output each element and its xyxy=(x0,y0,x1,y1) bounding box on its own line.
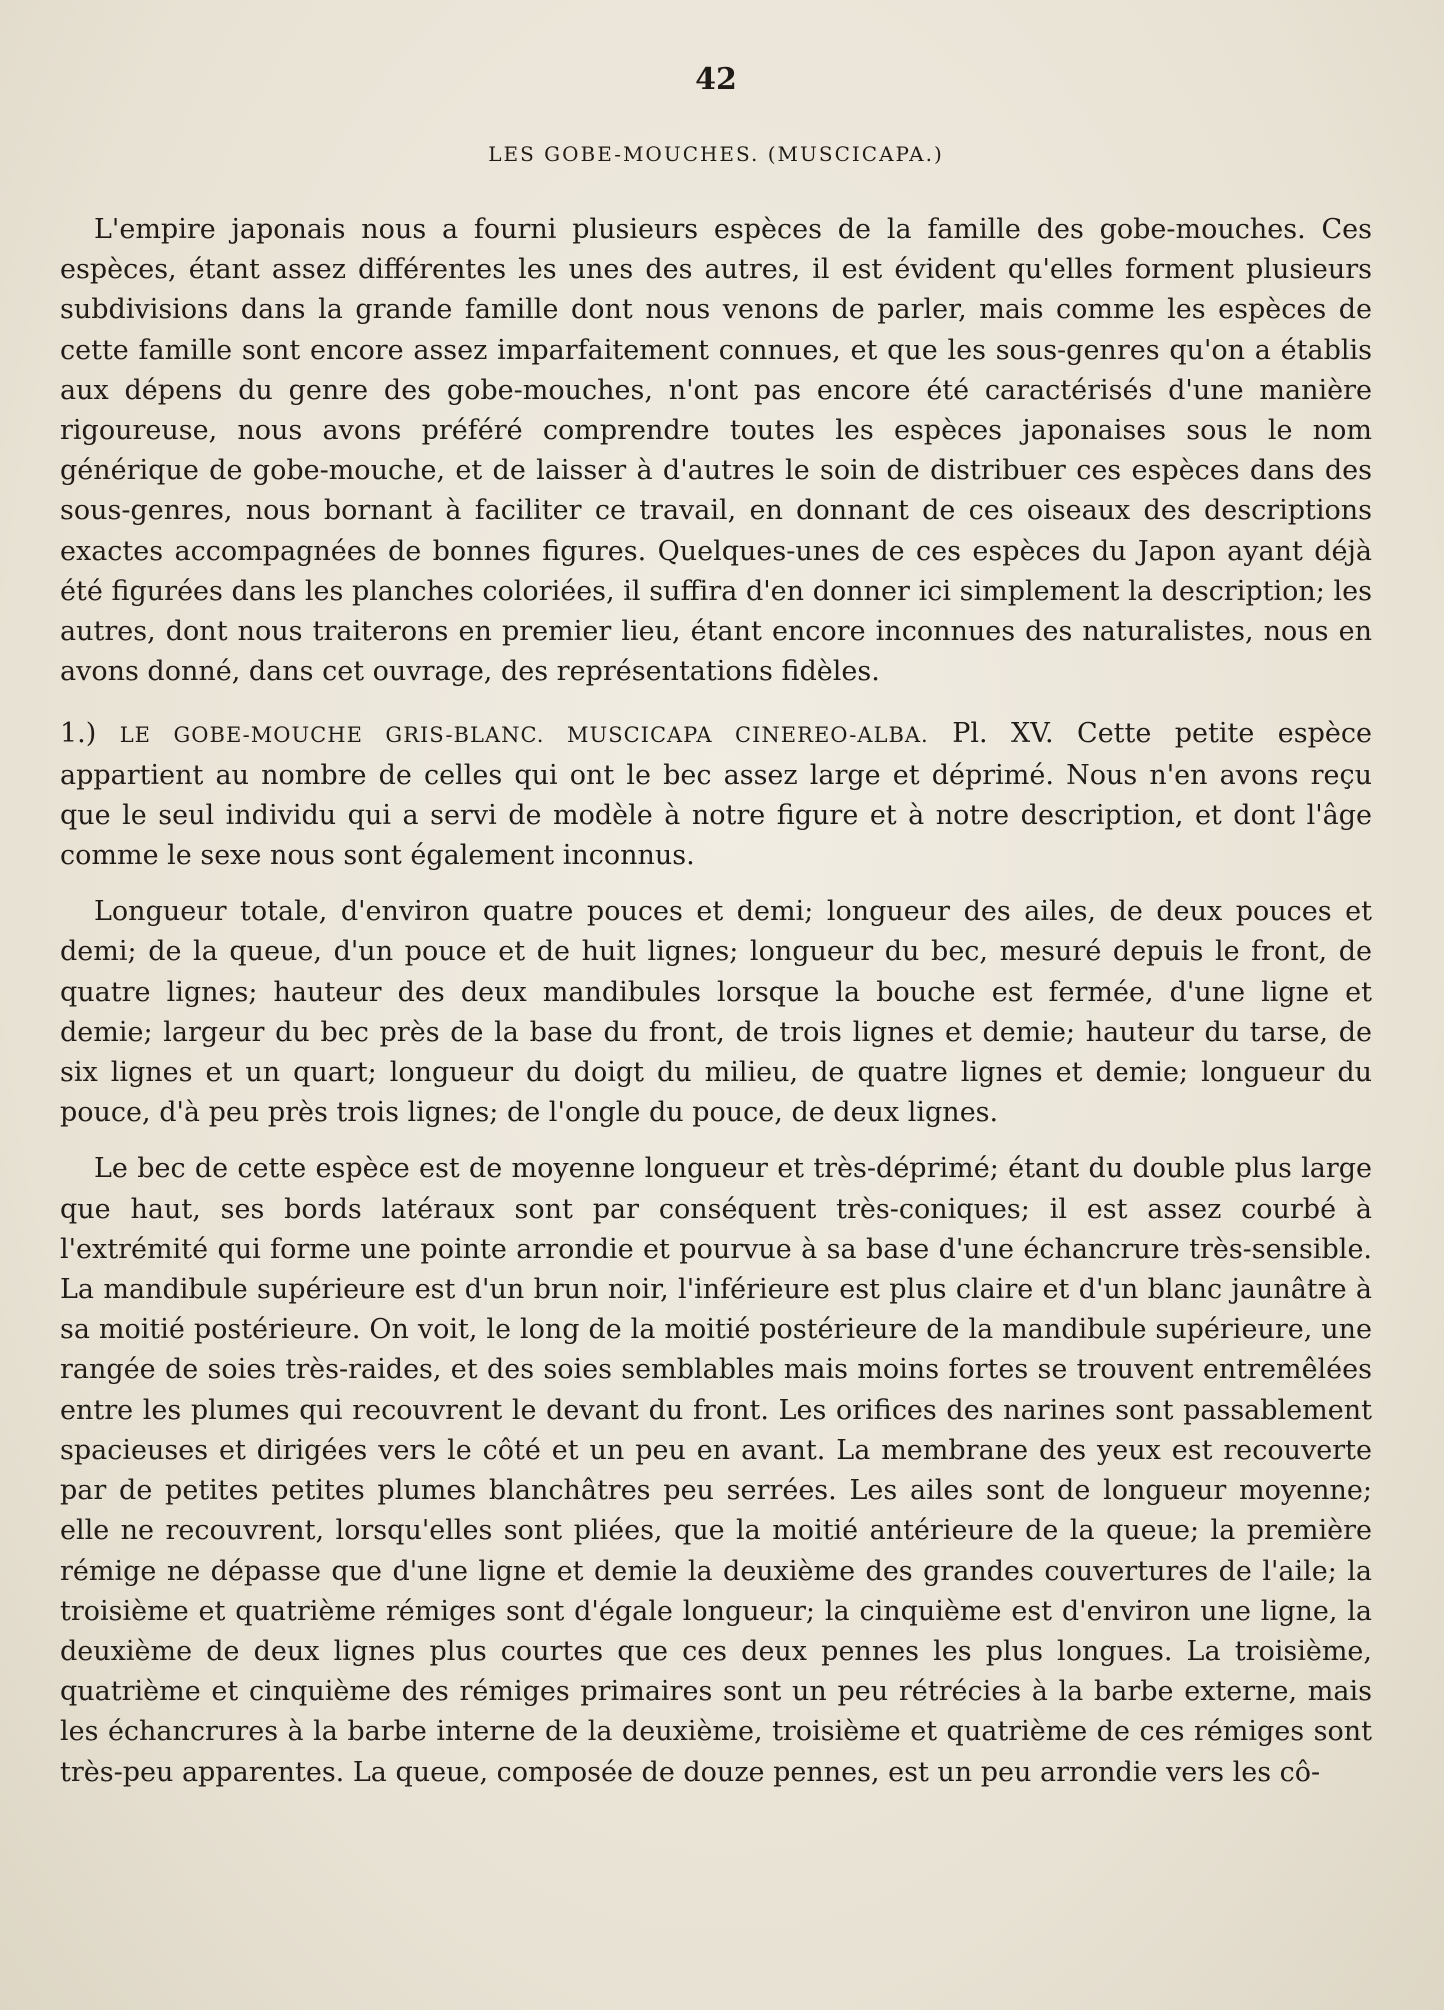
entry-text: Cette petite espèce appartient au nombre de celles qui ont le bec assez large et déprimé. Nous n'en avons reçu que le seul individu qui a servi de modèle à notre figure et à notre description, et dont l'âge comme le sexe nous sont également inconnus. xyxy=(60,718,1372,872)
intro-paragraph: L'empire japonais nous a fourni plusieurs espèces de la famille des gobe-mouches. Ces espèces, étant assez différentes les unes des autres, il est évident qu'elles forment plusieurs subdivisions dans la grande famille dont nous venons de parler, mais comme les espèces de cette famille sont encore assez imparfaitement connues, et que les sous-genres qu'on a établis aux dépens du genre des gobe-mouches, n'ont pas encore été caractérisés d'une manière rigoureuse, nous avons préféré comprendre toutes les espèces japonaises sous le nom générique de gobe-mouche, et de laisser à d'autres le soin de distribuer ces espèces dans des sous-genres, nous bornant à faciliter ce travail, en donnant de ces oiseaux des descriptions exactes accompagnées de bonnes figures. Quelques-unes de ces espèces du Japon ayant déjà été figurées dans les planches coloriées, il suffira d'en donner ici simplement la description; les autres, dont nous traiterons en premier lieu, étant encore inconnues des naturalistes, nous en avons donné, dans cet ouvrage, des représentations fidèles. xyxy=(60,214,1372,688)
page-body xyxy=(60,210,1372,1809)
entry-number: 1.) xyxy=(60,718,97,750)
measurements-paragraph: Longueur totale, d'environ quatre pouces et demi; longueur des ailes, de deux pouces et demi; de la queue, d'un pouce et de huit lignes; longueur du bec, mesuré depuis le front, de quatre lignes; hauteur des deux mandibules lorsque la bouche est fermée, d'une ligne et demie; largeur du bec près de la base du front, de trois lignes et demie; hauteur du tarse, de six lignes et un quart; longueur du doigt du milieu, de quatre lignes et demie; longueur du pouce, d'à peu près trois lignes; de l'ongle du pouce, de deux lignes. xyxy=(60,896,1372,1129)
entry-species-name: LE GOBE-MOUCHE GRIS-BLANC. MUSCICAPA CINEREO-ALBA. xyxy=(119,723,929,748)
entry-plate-reference: Pl. XV. xyxy=(952,718,1054,750)
section-title xyxy=(60,142,1372,166)
description-paragraph: Le bec de cette espèce est de moyenne longueur et très-déprimé; étant du double plus large que haut, ses bords latéraux sont par conséquent très-coniques; il est assez courbé à l'extrémité qui forme une pointe arrondie et pourvue à sa base d'une échancrure très-sensible. La mandibule supérieure est d'un brun noir, l'inférieure est plus claire et d'un blanc jaunâtre à sa moitié postérieure. On voit, le long de la moitié postérieure de la mandibule supérieure, une rangée de soies très-raides, et des soies semblables mais moins fortes se trouvent entremêlées entre les plumes qui recouvrent le devant du front. Les orifices des narines sont passablement spacieuses et dirigées vers le côté et un peu en avant. La membrane des yeux est recouverte par de petites petites plumes blanchâtres peu serrées. Les ailes sont de longueur moyenne; elle ne recouvrent, lorsqu'elles sont pliées, que la moitié antérieure de la queue; la première rémige ne dépasse que d'une ligne et demie la deuxième des grandes couvertures de l'aile; la troisième et quatrième rémiges sont d'égale longueur; la cinquième est d'environ une ligne, la deuxième de deux lignes plus courtes que ces deux pennes les plus longues. La troisième, quatrième et cinquième des rémiges primaires sont un peu rétrécies à la barbe externe, mais les échancrures à la barbe interne de la deuxième, troisième et quatrième de ces rémiges sont très-peu apparentes. La queue, composée de douze pennes, est un peu arrondie vers les cô- xyxy=(60,1153,1372,1788)
page-number: 42 xyxy=(695,62,737,97)
section-title-french: LES GOBE-MOUCHES. xyxy=(488,142,760,166)
species-entry-paragraph xyxy=(60,714,1372,876)
document-page xyxy=(60,50,1372,1990)
section-title-latin: (MUSCICAPA.) xyxy=(767,142,944,166)
